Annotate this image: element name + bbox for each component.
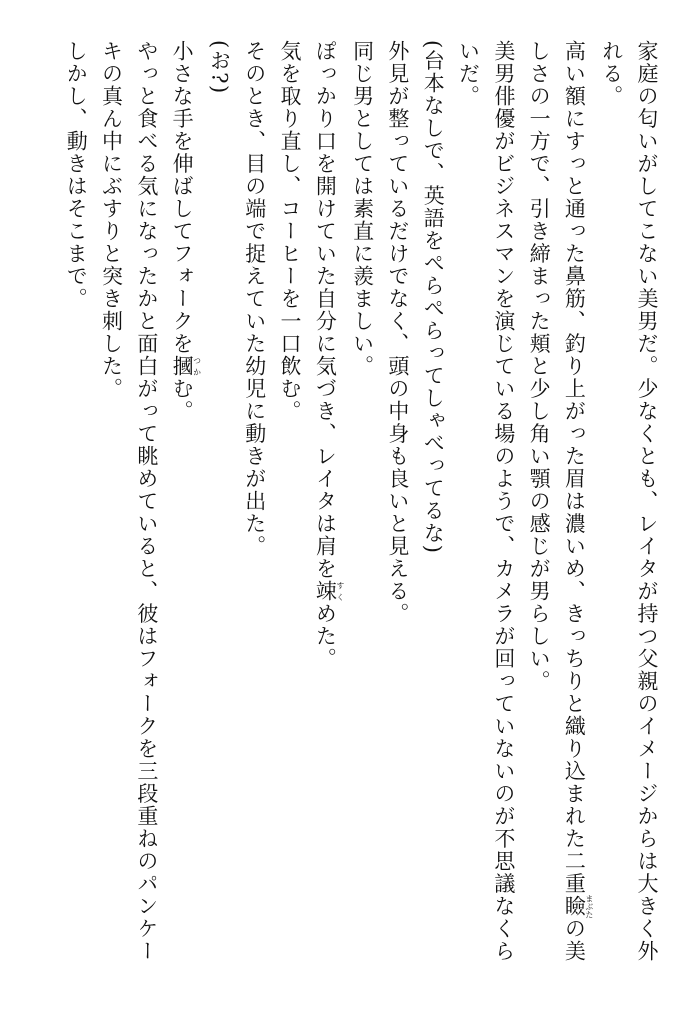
paragraph-p5 (380, 40, 415, 970)
text-run: (お?) (207, 40, 232, 95)
paragraph-p1 (593, 40, 664, 970)
furigana-base: 摑 (170, 355, 195, 378)
vertical-text-body (58, 40, 664, 970)
furigana-base: 瞼 (562, 894, 587, 919)
paragraph-p12 (93, 40, 164, 970)
paragraph-p10 (201, 40, 236, 970)
text-run: 小さな手を伸ばしてフォークを (170, 40, 195, 355)
furigana-word (170, 355, 202, 378)
text-run: 外見が整っているだけでなく、頭の中身も良いと見える。 (385, 40, 410, 625)
paragraph-p2 (521, 40, 594, 970)
paragraph-p13 (58, 40, 93, 970)
paragraph-p3 (450, 40, 521, 970)
text-run: 高い額にすっと通った鼻筋、釣り上がった眉は濃いめ、きっちりと織り込まれた二重 (562, 40, 587, 895)
paragraph-p7 (307, 40, 344, 970)
text-run: の美しさの一方で、引き締まった頬と少し角い顎の感じが男らしい。 (527, 40, 587, 963)
paragraph-p4 (415, 40, 450, 970)
text-run: 家庭の匂いがしてこない美男だ。少なくとも、レイタが持つ父親のイメージからは大きく外れる。 (599, 40, 659, 963)
text-run: 同じ男としては素直に羨ましい。 (350, 40, 375, 378)
text-run: そのとき、目の端で捉えていた幼児に動きが出た。 (242, 40, 267, 558)
text-run: ぽっかり口を開けていた自分に気づき、レイタは肩を (313, 40, 338, 580)
text-run: やっと食べる気になったかと面白がって眺めていると、彼はフォークを三段重ねのパンケーキの真ん中にぶすりと突き刺した。 (99, 40, 159, 963)
text-run: 気を取り直し、コーヒーを一口飲む。 (278, 40, 303, 423)
furigana-reading: まぶた (584, 894, 594, 919)
paragraph-p9 (236, 40, 271, 970)
text-run: 美男俳優がビジネスマンを演じている場のようで、カメラが回っていないのが不思議なくらいだ。 (456, 40, 516, 963)
paragraph-p11 (164, 40, 201, 970)
text-run: しかし、動きはそこまで。 (64, 40, 89, 310)
paragraph-p8 (272, 40, 307, 970)
text-run: めた。 (313, 602, 338, 670)
text-run: (台本なしで、英語をぺらぺらってしゃべってるな) (421, 40, 446, 555)
furigana-word (313, 580, 345, 603)
paragraph-p6 (344, 40, 379, 970)
text-run: む。 (170, 377, 195, 423)
furigana-word (562, 894, 594, 919)
furigana-reading: つか (192, 355, 202, 378)
furigana-base: 竦 (313, 580, 338, 603)
furigana-reading: すく (335, 580, 345, 603)
